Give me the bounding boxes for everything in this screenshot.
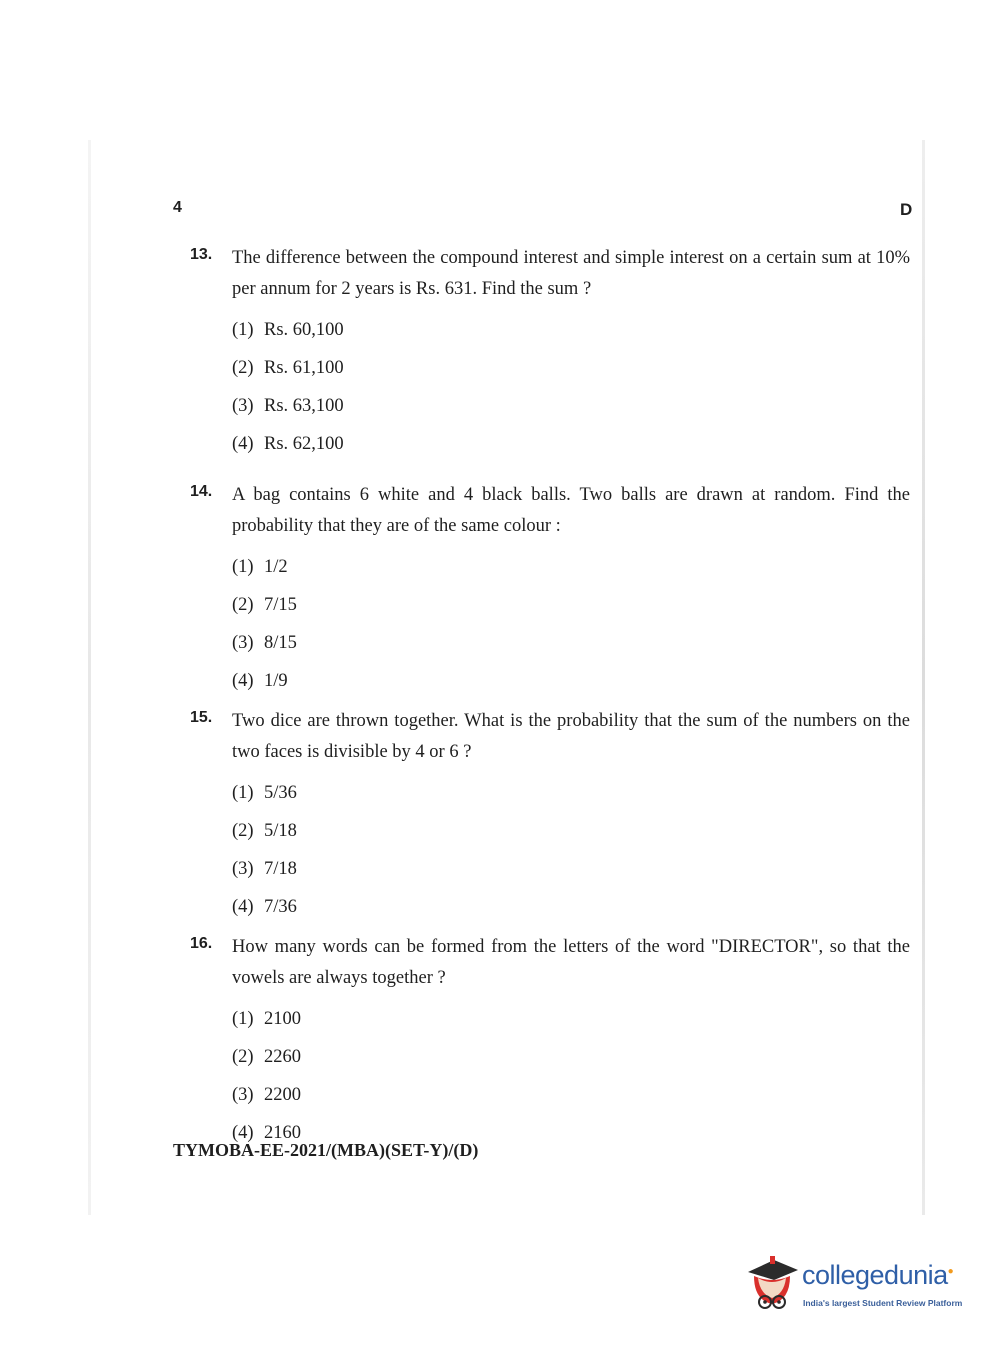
option: [232, 548, 910, 586]
option-number: (4): [232, 434, 254, 454]
option-number: (1): [232, 783, 254, 803]
option-number: (1): [232, 1009, 254, 1029]
option: [232, 812, 910, 850]
option: [232, 1000, 910, 1038]
option-text: 2100: [264, 1009, 301, 1029]
options-list: [232, 774, 910, 926]
option-text: 8/15: [264, 633, 297, 653]
option-text: 1/9: [264, 671, 288, 691]
option: [232, 888, 910, 926]
option-number: (1): [232, 320, 254, 340]
set-code: D: [900, 200, 913, 219]
page-number: 4: [173, 199, 182, 216]
question-number: 14.: [190, 483, 213, 500]
option-number: (4): [232, 671, 254, 691]
option-text: 2260: [264, 1047, 301, 1067]
option-number: (3): [232, 1085, 254, 1105]
brand-tagline: India's largest Student Review Platform: [803, 1298, 963, 1308]
option-text: 1/2: [264, 557, 288, 577]
question-text: Two dice are thrown together. What is the probability that the sum of the numbers on the two faces is divisible by 4 or 6 ?: [232, 711, 910, 762]
option: [232, 662, 910, 700]
question-16: [190, 932, 910, 1152]
option-text: 7/36: [264, 897, 297, 917]
question-text: The difference between the compound interest and simple interest on a certain sum at 10% per annum for 2 years is Rs. 631. Find the sum ?: [232, 248, 910, 299]
option: [232, 850, 910, 888]
option-text: 2160: [264, 1123, 301, 1143]
option: [232, 425, 910, 463]
option-number: (3): [232, 396, 254, 416]
option-text: 7/18: [264, 859, 297, 879]
question-number: 16.: [190, 935, 213, 952]
collegedunia-watermark: [744, 1250, 974, 1320]
option-number: (4): [232, 897, 254, 917]
option-text: Rs. 60,100: [264, 320, 344, 340]
options-list: [232, 311, 910, 463]
option-number: (4): [232, 1123, 254, 1143]
option: [232, 387, 910, 425]
option-number: (3): [232, 633, 254, 653]
question-14: [190, 480, 910, 700]
option-number: (1): [232, 557, 254, 577]
question-13: [190, 243, 910, 463]
paper-code-footer: TYMOBA-EE-2021/(MBA)(SET-Y)/(D): [173, 1140, 479, 1160]
option: [232, 624, 910, 662]
graduate-mascot-icon: [744, 1254, 800, 1314]
option-text: 5/18: [264, 821, 297, 841]
option: [232, 311, 910, 349]
question-number: 15.: [190, 709, 213, 726]
option-text: Rs. 63,100: [264, 396, 344, 416]
option-number: (2): [232, 1047, 254, 1067]
scan-page-edge-left: [88, 140, 91, 1215]
option-text: 2200: [264, 1085, 301, 1105]
option-number: (2): [232, 821, 254, 841]
question-number: 13.: [190, 246, 213, 263]
option: [232, 349, 910, 387]
option-number: (2): [232, 595, 254, 615]
scan-page-edge-right: [922, 140, 925, 1215]
option-text: 7/15: [264, 595, 297, 615]
option: [232, 774, 910, 812]
question-text: How many words can be formed from the letters of the word "DIRECTOR", so that the vowels are always together ?: [232, 937, 910, 988]
option: [232, 1038, 910, 1076]
options-list: [232, 1000, 910, 1152]
options-list: [232, 548, 910, 700]
option: [232, 586, 910, 624]
option-text: Rs. 61,100: [264, 358, 344, 378]
option-number: (2): [232, 358, 254, 378]
option-text: Rs. 62,100: [264, 434, 344, 454]
option-text: 5/36: [264, 783, 297, 803]
question-text: A bag contains 6 white and 4 black balls. Two balls are drawn at random. Find the probability that they are of the same colour :: [232, 485, 910, 536]
option-number: (3): [232, 859, 254, 879]
option: [232, 1076, 910, 1114]
brand-name: collegedunia●: [802, 1260, 954, 1290]
question-15: [190, 706, 910, 926]
